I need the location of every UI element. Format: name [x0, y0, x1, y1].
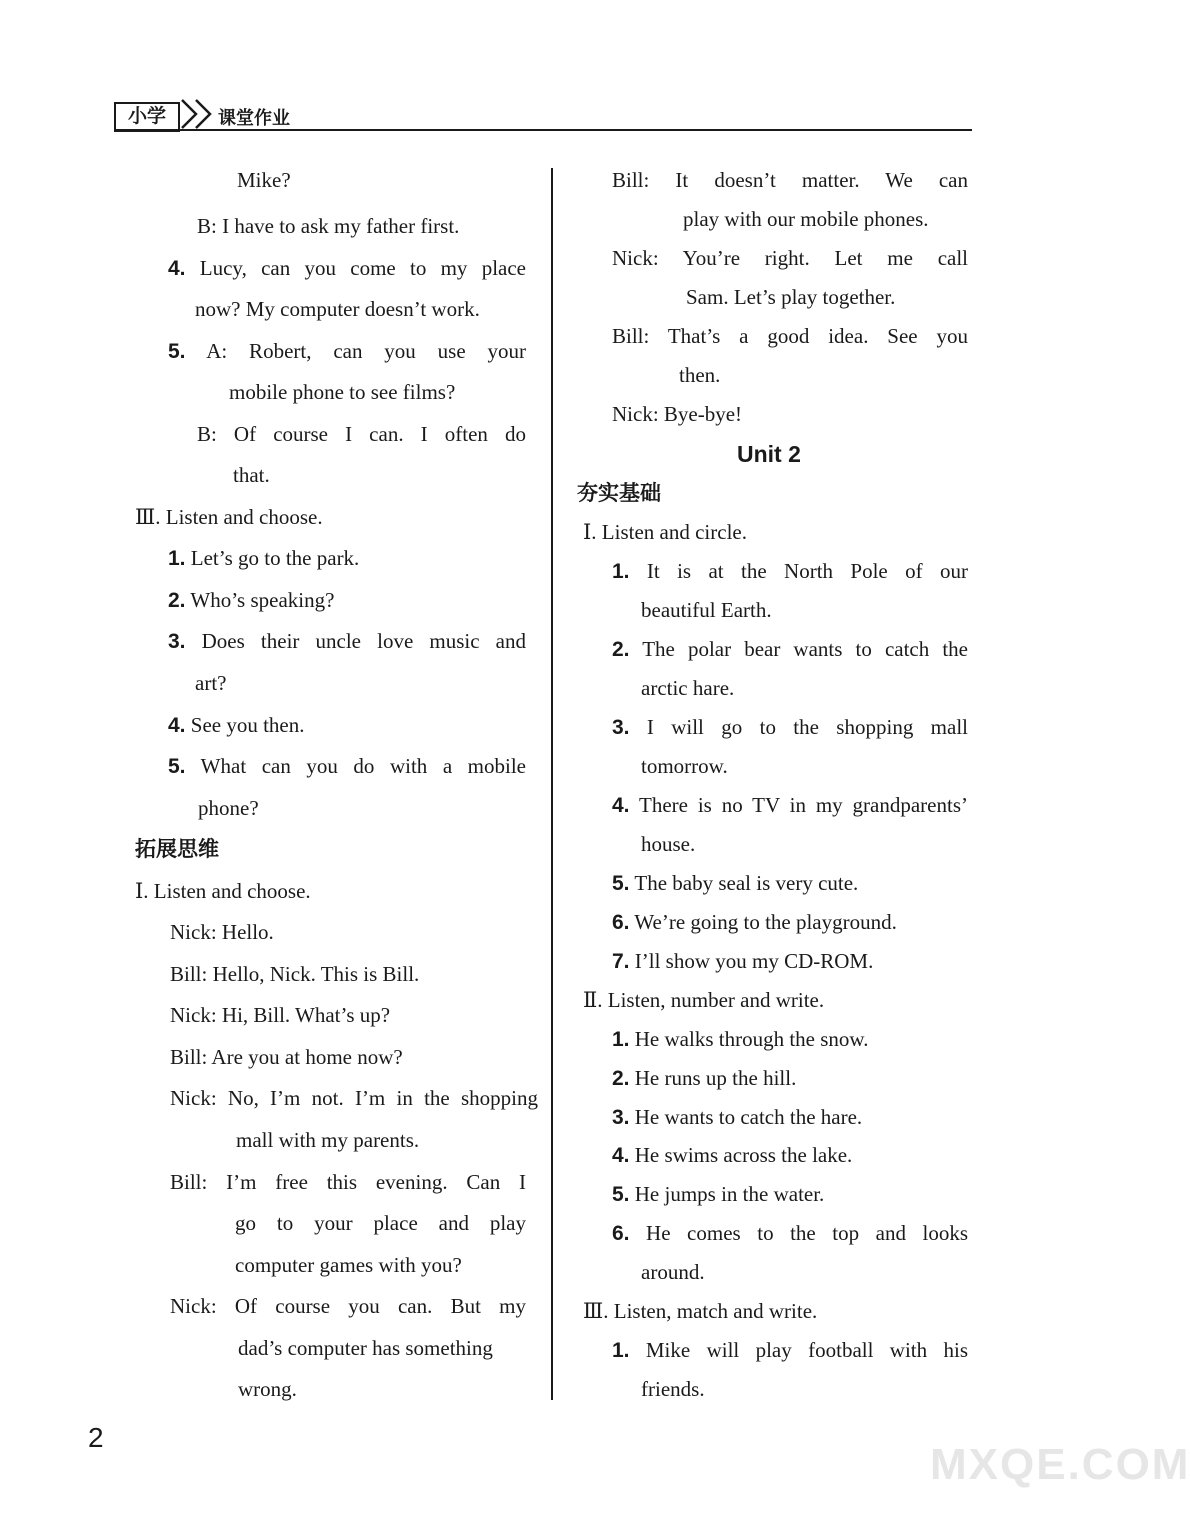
line-text: Ⅲ. Listen and choose. [135, 505, 323, 529]
line-text: B: I have to ask my father first. [197, 214, 460, 238]
text-line [235, 1255, 462, 1276]
text-line [198, 798, 259, 819]
double-chevron-icon [178, 98, 220, 130]
line-text: go to your place and play [235, 1211, 526, 1235]
text-line [195, 299, 480, 320]
item-number: 6. [612, 1222, 630, 1245]
text-line [686, 287, 895, 308]
text-line [168, 756, 526, 777]
text-line [233, 465, 270, 486]
text-line [170, 964, 419, 985]
line-text: Ⅰ. Listen and choose. [135, 879, 311, 903]
line-text: Nick: Bye-bye! [612, 402, 743, 426]
text-line [168, 590, 334, 611]
item-number: 2. [612, 1067, 630, 1090]
item-number: 3. [612, 716, 630, 739]
text-line [641, 1379, 705, 1400]
line-text: There is no TV in my grandparents’ [629, 793, 968, 817]
text-line [168, 548, 359, 569]
line-text: house. [641, 832, 696, 856]
text-line [197, 424, 526, 445]
text-line [170, 1172, 526, 1193]
item-number: 4. [168, 257, 186, 280]
line-text: computer games with you? [235, 1253, 462, 1277]
line-text: Nick: Hi, Bill. What’s up? [170, 1003, 391, 1027]
line-text: Ⅲ. Listen, match and write. [583, 1299, 818, 1323]
text-line [170, 1088, 538, 1109]
line-text: Mike will play football with his [629, 1338, 968, 1362]
column-divider [551, 168, 553, 1400]
text-line [197, 216, 459, 237]
line-text: Nick: No, I’m not. I’m in the shopping [170, 1086, 538, 1110]
header-rule [114, 129, 972, 131]
text-line [168, 715, 305, 736]
line-text: Does their uncle love music and [185, 629, 526, 653]
line-text: He comes to the top and looks [629, 1221, 968, 1245]
line-text: tomorrow. [641, 754, 728, 778]
page-number: 2 [88, 1422, 104, 1453]
item-number: 3. [168, 630, 186, 653]
text-line [612, 1029, 868, 1050]
line-text: wrong. [238, 1377, 297, 1401]
line-text: that. [233, 463, 270, 487]
line-text: Bill: It doesn’t matter. We can [612, 168, 968, 192]
text-line [236, 1130, 419, 1151]
line-text: The polar bear wants to catch the [629, 637, 968, 661]
text-line [641, 1262, 705, 1283]
line-text: Bill: That’s a good idea. See you [612, 324, 968, 348]
text-line [195, 673, 226, 694]
text-line [612, 873, 858, 894]
text-line [168, 258, 526, 279]
line-text: Bill: Are you at home now? [170, 1045, 403, 1069]
text-line [135, 881, 311, 902]
text-line [612, 795, 968, 816]
text-line [683, 209, 929, 230]
header-title: 课堂作业 [218, 108, 290, 129]
text-line [641, 600, 772, 621]
item-number: 5. [612, 1183, 630, 1206]
item-number: 5. [168, 340, 186, 363]
text-line [612, 717, 968, 738]
line-text: A: Robert, can you use your [185, 339, 526, 363]
item-number: 2. [612, 638, 630, 661]
text-line [583, 1301, 817, 1322]
item-number: 6. [612, 911, 630, 934]
item-number: 1. [612, 1339, 630, 1362]
line-text: Ⅱ. Listen, number and write. [583, 988, 825, 1012]
line-text: Bill: Hello, Nick. This is Bill. [170, 962, 420, 986]
text-line [170, 922, 274, 943]
text-line [170, 1047, 403, 1068]
line-text: He runs up the hill. [629, 1066, 797, 1090]
line-text: Let’s go to the park. [185, 546, 360, 570]
line-text: See you then. [185, 713, 305, 737]
line-text: He walks through the snow. [629, 1027, 869, 1051]
line-text: What can you do with a mobile [185, 754, 526, 778]
section-heading: 夯实基础 [577, 481, 661, 505]
text-line [168, 631, 526, 652]
text-line [612, 561, 968, 582]
line-text: phone? [198, 796, 259, 820]
text-line [170, 1005, 390, 1026]
text-line [238, 1379, 297, 1400]
text-line [583, 522, 747, 543]
text-line [612, 1145, 852, 1166]
text-line [612, 248, 968, 269]
item-number: 4. [168, 714, 186, 737]
text-line [168, 341, 526, 362]
line-text: Nick: Hello. [170, 920, 274, 944]
line-text: We’re going to the playground. [629, 910, 897, 934]
item-number: 2. [168, 589, 186, 612]
line-text: play with our mobile phones. [683, 207, 929, 231]
text-line [641, 834, 695, 855]
line-text: Who’s speaking? [185, 588, 335, 612]
header-badge: 小学 [114, 102, 180, 132]
text-line [237, 170, 291, 191]
line-text: Nick: Of course you can. But my [170, 1294, 526, 1318]
item-number: 3. [612, 1106, 630, 1129]
line-text: mall with my parents. [236, 1128, 420, 1152]
line-text: now? My computer doesn’t work. [195, 297, 480, 321]
text-line [135, 507, 323, 528]
line-text: arctic hare. [641, 676, 735, 700]
line-text: B: Of course I can. I often do [197, 422, 526, 446]
item-number: 7. [612, 950, 630, 973]
text-line [612, 639, 968, 660]
line-text: dad’s computer has something [238, 1336, 493, 1360]
line-text: then. [679, 363, 721, 387]
watermark: MXQE.COM [930, 1440, 1190, 1489]
line-text: He wants to catch the hare. [629, 1105, 863, 1129]
line-text: Sam. Let’s play together. [686, 285, 896, 309]
text-line [612, 1223, 968, 1244]
text-line [238, 1338, 493, 1359]
line-text: It is at the North Pole of our [629, 559, 968, 583]
item-number: 1. [612, 560, 630, 583]
text-line [612, 912, 897, 933]
text-line [612, 951, 873, 972]
text-line [583, 990, 824, 1011]
text-line [612, 404, 742, 425]
item-number: 4. [612, 1144, 630, 1167]
text-line [612, 1107, 862, 1128]
item-number: 5. [168, 755, 186, 778]
line-text: around. [641, 1260, 705, 1284]
line-text: The baby seal is very cute. [629, 871, 859, 895]
item-number: 1. [168, 547, 186, 570]
line-text: Nick: You’re right. Let me call [612, 246, 968, 270]
item-number: 1. [612, 1028, 630, 1051]
line-text: Lucy, can you come to my place [185, 256, 526, 280]
line-text: Bill: I’m free this evening. Can I [170, 1170, 526, 1194]
page-header [114, 80, 972, 132]
text-line [612, 1068, 796, 1089]
line-text: He jumps in the water. [629, 1182, 825, 1206]
item-number: 4. [612, 794, 630, 817]
item-number: 5. [612, 872, 630, 895]
text-line [235, 1213, 526, 1234]
line-text: I’ll show you my CD-ROM. [629, 949, 874, 973]
text-line [612, 1340, 968, 1361]
text-line [170, 1296, 526, 1317]
unit-heading: Unit 2 [737, 441, 801, 467]
line-text: mobile phone to see films? [229, 380, 456, 404]
line-text: friends. [641, 1377, 705, 1401]
text-line [679, 365, 720, 386]
text-line [229, 382, 455, 403]
line-text: beautiful Earth. [641, 598, 772, 622]
text-line [612, 326, 968, 347]
line-text: He swims across the lake. [629, 1143, 853, 1167]
text-line [641, 678, 734, 699]
line-text: art? [195, 671, 227, 695]
text-line [612, 1184, 824, 1205]
text-line [641, 756, 728, 777]
line-text: I will go to the shopping mall [629, 715, 968, 739]
line-text: Ⅰ. Listen and circle. [583, 520, 747, 544]
section-heading: 拓展思维 [135, 837, 219, 861]
line-text: Mike? [237, 168, 291, 192]
text-line [612, 170, 968, 191]
